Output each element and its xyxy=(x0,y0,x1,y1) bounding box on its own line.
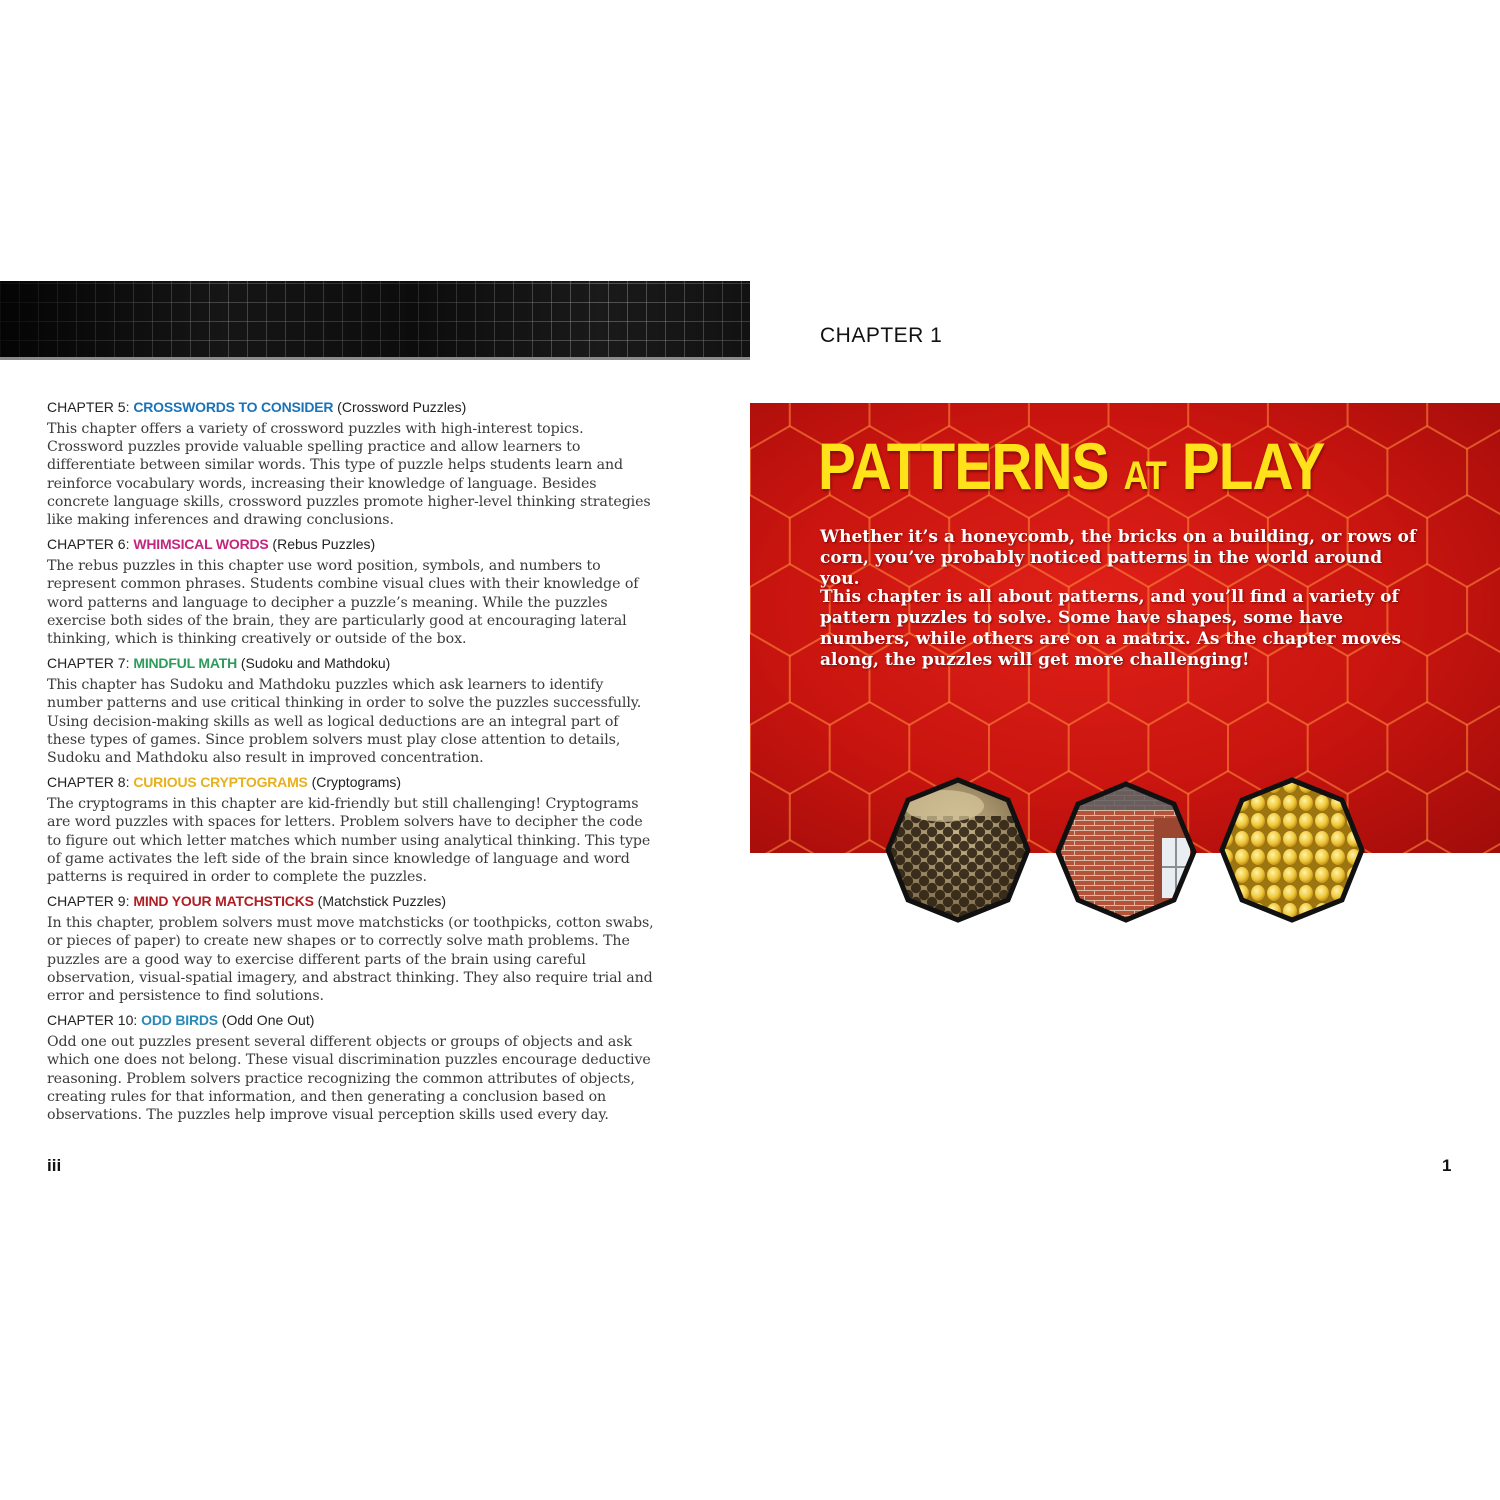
chapter-type: (Cryptograms) xyxy=(307,774,402,791)
chapter-type: (Sudoku and Mathdoku) xyxy=(236,655,391,672)
page-number-right: 1 xyxy=(1442,1156,1452,1175)
chapter-description: The rebus puzzles in this chapter use word position, symbols, and numbers to represent common phrases. Students combine visual clues with their knowledge of word patterns and language to decipher a puzzle’s meaning. While the puzzles exercise both sides of the brain, they are particularly good at encouraging lateral thinking, which is thinking creatively or outside of the box. xyxy=(47,558,639,648)
chapter-6-entry xyxy=(47,535,659,648)
chapter-type: (Odd One Out) xyxy=(217,1012,315,1029)
chapter-number: CHAPTER 9: xyxy=(47,893,134,910)
chapter-type: (Crossword Puzzles) xyxy=(333,399,467,415)
chapter-name: MIND YOUR MATCHSTICKS xyxy=(133,893,314,910)
chapter-5-entry xyxy=(47,398,659,529)
chapter-number: CHAPTER 6: xyxy=(47,536,134,553)
honeycomb-cell xyxy=(750,403,790,449)
intro-paragraph-2: This chapter is all about patterns, and you’ll find a variety of pattern puzzles to solve. Some have shapes, some have numbers, while others are on a matrix. As the chapter moves along, the puzzles will get more challenging! xyxy=(820,587,1402,670)
title-word-patterns: PATTERNS xyxy=(818,429,1109,503)
title-word-at: AT xyxy=(1123,454,1167,498)
chapter-type: (Rebus Puzzles) xyxy=(268,536,376,553)
chapter-description: This chapter has Sudoku and Mathdoku puzzles which ask learners to identify number patterns and use critical thinking in order to solve the puzzles successfully. Using decision-making skills as well as logical deductions are an integral part of these types of games. Since problem solvers must play close attention to details, Sudoku and Mathdoku also result in improved concentration. xyxy=(47,677,642,767)
chapter-name: WHIMSICAL WORDS xyxy=(133,536,269,553)
chapter-number: CHAPTER 7: xyxy=(47,655,134,672)
intro-paragraph-1: Whether it’s a honeycomb, the bricks on a building, or rows of corn, you’ve probably noticed patterns in the world around you. xyxy=(820,527,1417,589)
chapter-type: (Matchstick Puzzles) xyxy=(313,893,447,910)
chapter-8-entry xyxy=(47,773,659,886)
honeycomb-cell xyxy=(1427,771,1500,853)
chapter-name: CROSSWORDS TO CONSIDER xyxy=(133,399,334,415)
chapter-header-band xyxy=(0,281,750,360)
honeycomb-cell xyxy=(750,771,790,853)
brick-building-photo xyxy=(1054,780,1198,924)
honeycomb-cell xyxy=(750,633,790,725)
chapter-description: The cryptograms in this chapter are kid-friendly but still challenging! Cryptograms are word puzzles with spaces for letters. Problem solvers have to decipher the code to figure out which letter matches which number using analytical thinking. This type of game activates the left side of the brain since knowledge of language and word patterns is required in order to complete the puzzles. xyxy=(47,796,651,886)
honeycomb-photo xyxy=(884,776,1032,924)
honeycomb-cell xyxy=(1387,426,1467,518)
chapter-heading xyxy=(47,398,659,417)
chapter-description: In this chapter, problem solvers must move matchsticks (or toothpicks, cotton swabs, or pieces of paper) to create new shapes or to correctly solve math problems. The puzzles are a good way to exercise different parts of the brain using careful observation, visual-spatial imagery, and abstract thinking. They also require trial and error and persistence to find solutions. xyxy=(47,915,654,1005)
chapter-name: CURIOUS CRYPTOGRAMS xyxy=(133,774,308,791)
chapter-heading xyxy=(47,1011,659,1030)
honeycomb-cell xyxy=(1387,702,1467,794)
chapter-9-entry xyxy=(47,892,659,1005)
honeycomb-cell xyxy=(1348,403,1428,449)
chapter-heading xyxy=(47,654,659,673)
title-word-play: PLAY xyxy=(1181,429,1325,503)
honeycomb-cell xyxy=(1387,840,1467,853)
page-number-left: iii xyxy=(47,1156,62,1175)
chapter-number: CHAPTER 8: xyxy=(47,774,134,791)
honeycomb-cell xyxy=(750,564,830,656)
chapter-heading xyxy=(47,773,659,792)
chapter-number: CHAPTER 5: xyxy=(47,399,134,415)
chapter-10-entry xyxy=(47,1011,659,1124)
chapter-7-entry xyxy=(47,654,659,767)
chapter-description: This chapter offers a variety of crossword puzzles with high-interest topics. Crossword puzzles provide valuable spelling practice and allow learners to differentiate between similar words. This type of puzzle helps students learn and reinforce vocabulary words, increasing their knowledge of language. Besides concrete language skills, crossword puzzles promote higher-level thinking strategies like making inferences and drawing conclusions. xyxy=(47,421,651,529)
chapter-number: CHAPTER 10: xyxy=(47,1012,142,1029)
honeycomb-cell xyxy=(750,702,830,794)
chapter-heading xyxy=(47,535,659,554)
honeycomb-cell xyxy=(750,840,830,853)
chapter-descriptions xyxy=(47,398,659,1130)
honeycomb-cell xyxy=(790,771,870,853)
chapter-label: CHAPTER 1 xyxy=(820,324,943,347)
honeycomb-cell xyxy=(750,495,790,587)
corn-photo xyxy=(1218,776,1366,924)
chapter-name: MINDFUL MATH xyxy=(133,655,237,672)
chapter-title xyxy=(818,430,1324,512)
chapter-name: ODD BIRDS xyxy=(141,1012,218,1029)
chapter-heading xyxy=(47,892,659,911)
honeycomb-cell xyxy=(1467,840,1500,853)
honeycomb-cell xyxy=(1427,403,1500,449)
chapter-description: Odd one out puzzles present several different objects or groups of objects and ask which one does not belong. These visual discrimination puzzles encourage deductive reasoning. Problem solvers practice recognizing the common attributes of objects, creating rules for that information, and then generating a conclusion based on observations. The puzzles help improve visual perception skills used every day. xyxy=(47,1034,651,1124)
